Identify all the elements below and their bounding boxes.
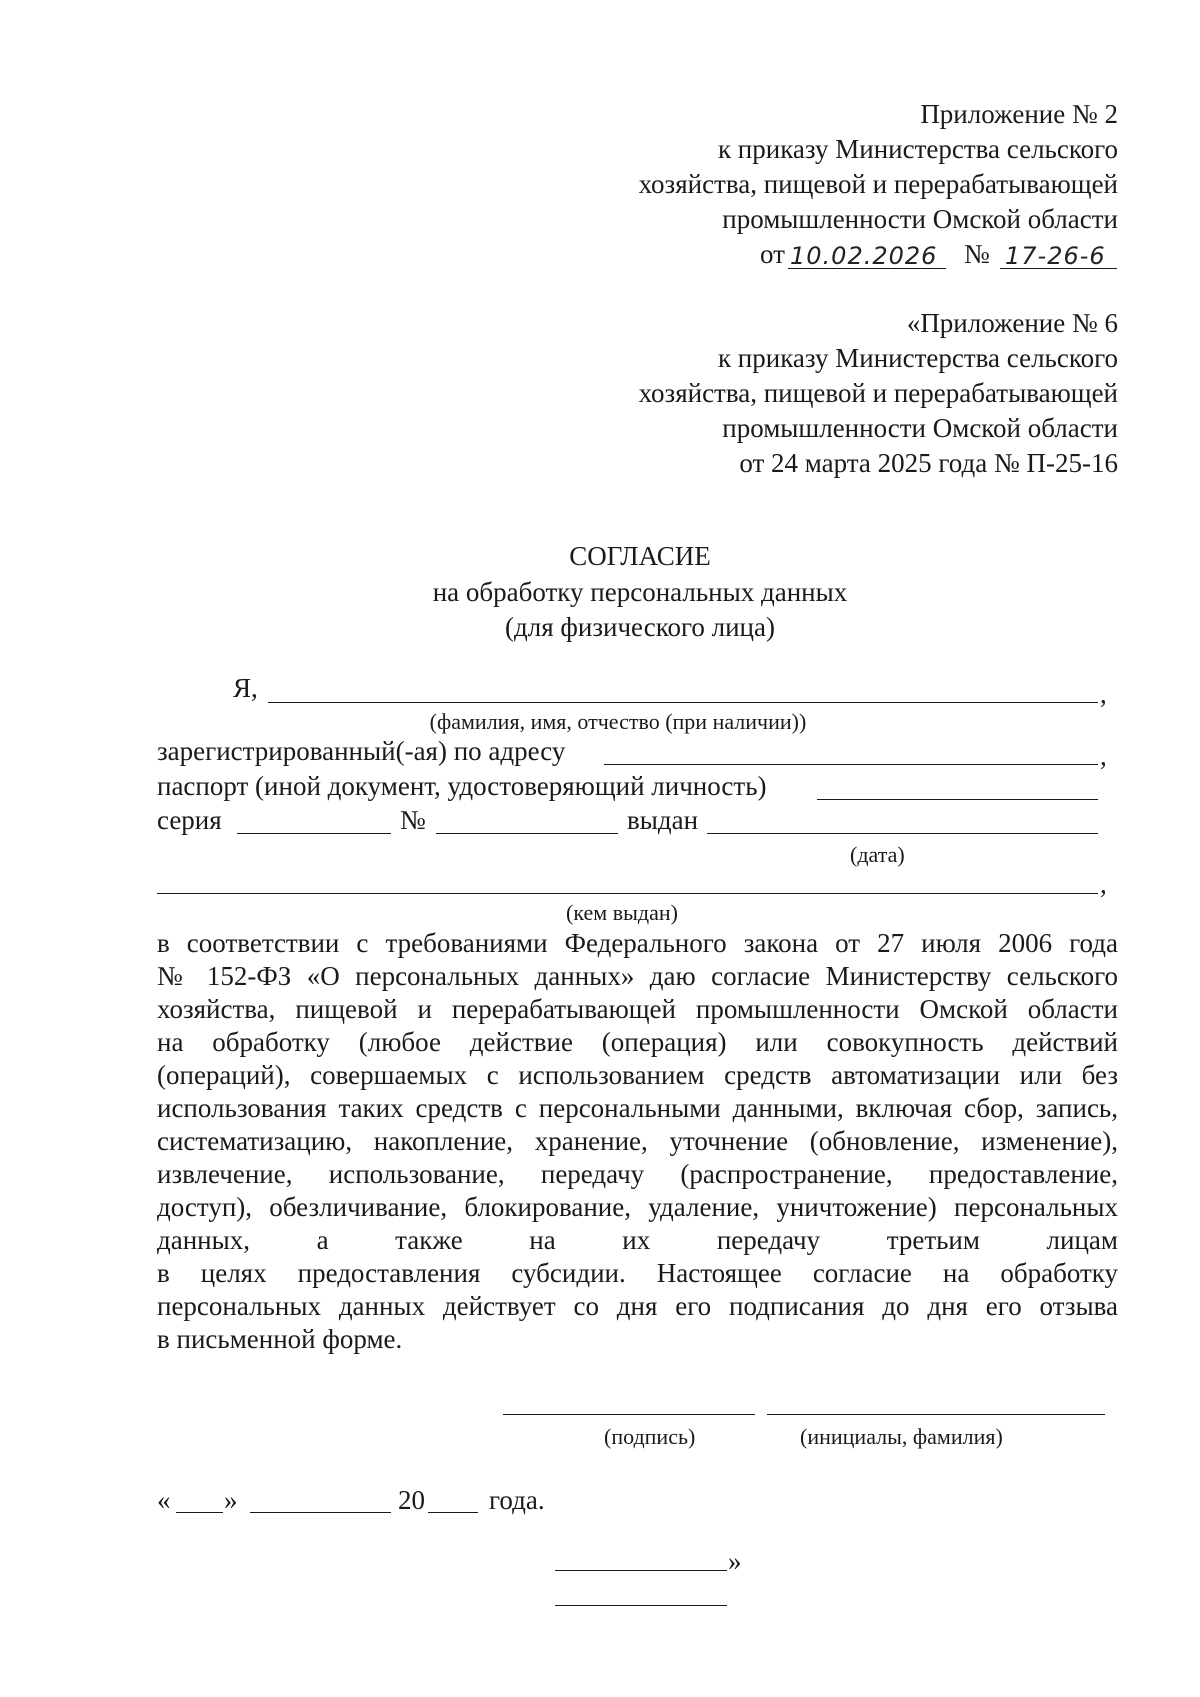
year-field[interactable] (428, 1512, 478, 1513)
appendix6-line1: «Приложение № 6 (906, 308, 1118, 338)
address-label: зарегистрированный(-ая) по адресу (157, 736, 566, 766)
century-label: 20 (398, 1485, 425, 1515)
address-field[interactable] (604, 764, 1098, 765)
appendix6-line3: хозяйства, пищевой и перерабатывающей (638, 378, 1118, 408)
order-from-label: от (760, 239, 785, 269)
issued-by-hint: (кем выдан) (566, 900, 678, 925)
body-line: данных, а также на их передачу третьим лицам (157, 1225, 1118, 1255)
body-line: № 152-ФЗ «О персональных данных» даю согласие Министерству сельского (157, 961, 1118, 991)
appendix6-line5: от 24 марта 2025 года № П-25-16 (739, 448, 1118, 478)
issued-by-field[interactable] (157, 893, 1098, 894)
passport-document-field[interactable] (817, 799, 1098, 800)
appendix2-line3: хозяйства, пищевой и перерабатывающей (638, 169, 1118, 199)
i-label: Я, (233, 673, 258, 703)
date-close-quote: » (224, 1485, 238, 1515)
order-date-handwritten: 10.02.2026 (790, 242, 938, 270)
body-line: хозяйства, пищевой и перерабатывающей промышленности Омской области (157, 994, 1118, 1024)
year-word: года. (489, 1485, 545, 1515)
passport-number-label: № (400, 805, 426, 835)
signature-field[interactable] (503, 1414, 755, 1415)
closing-separator-line-2 (555, 1605, 727, 1606)
signature-hint: (подпись) (604, 1424, 696, 1449)
issuer-comma: , (1100, 869, 1107, 899)
document-title: СОГЛАСИЕ (569, 541, 711, 571)
appendix2-line2: к приказу Министерства сельского (717, 134, 1118, 164)
order-number-underline (1000, 268, 1117, 269)
date-open-quote: « (157, 1485, 171, 1515)
order-number-label: № (964, 239, 990, 269)
series-label: серия (157, 805, 222, 835)
initials-surname-field[interactable] (767, 1414, 1105, 1415)
body-line: (операций), совершаемых с использованием средств автоматизации или без (157, 1060, 1118, 1090)
body-line: доступ), обезличивание, блокирование, удаление, уничтожение) персональных (157, 1192, 1118, 1222)
month-field[interactable] (250, 1512, 391, 1513)
body-line: в соответствии с требованиями Федерального закона от 27 июля 2006 года (157, 928, 1118, 958)
appendix2-line4: промышленности Омской области (722, 204, 1118, 234)
series-field[interactable] (237, 833, 391, 834)
issue-date-field[interactable] (707, 833, 1098, 834)
appendix6-line2: к приказу Министерства сельского (717, 343, 1118, 373)
body-line: извлечение, использование, передачу (распространение, предоставление, (157, 1159, 1118, 1189)
document-subtitle: на обработку персональных данных (432, 577, 848, 607)
body-line: систематизацию, накопление, хранение, уточнение (обновление, изменение), (157, 1126, 1118, 1156)
address-comma: , (1100, 741, 1107, 771)
appendix6-line4: промышленности Омской области (722, 413, 1118, 443)
body-line: использования таких средств с персональными данными, включая сбор, запись, (157, 1093, 1118, 1123)
name-comma: , (1100, 679, 1107, 709)
body-line: в целях предоставления субсидии. Настоящее согласие на обработку (157, 1258, 1118, 1288)
body-line: в письменной форме. (157, 1324, 403, 1354)
initials-hint: (инициалы, фамилия) (800, 1424, 1003, 1449)
order-date-underline (788, 268, 946, 269)
issue-date-hint: (дата) (850, 842, 905, 867)
full-name-field[interactable] (268, 702, 1098, 703)
passport-number-field[interactable] (436, 833, 618, 834)
appendix2-line1: Приложение № 2 (920, 99, 1118, 129)
passport-label: паспорт (иной документ, удостоверяющий личность) (157, 771, 767, 801)
body-line: на обработку (любое действие (операция) или совокупность действий (157, 1027, 1118, 1057)
name-field-hint: (фамилия, имя, отчество (при наличии)) (429, 709, 807, 734)
order-number-handwritten: 17-26-6 (1005, 242, 1106, 270)
closing-separator-line (555, 1570, 727, 1571)
closing-quote: » (728, 1546, 742, 1576)
issued-label: выдан (627, 805, 699, 835)
body-line: персональных данных действует со дня его подписания до дня его отзыва (157, 1291, 1118, 1321)
day-field[interactable] (176, 1512, 223, 1513)
document-subtitle-note: (для физического лица) (505, 612, 775, 642)
